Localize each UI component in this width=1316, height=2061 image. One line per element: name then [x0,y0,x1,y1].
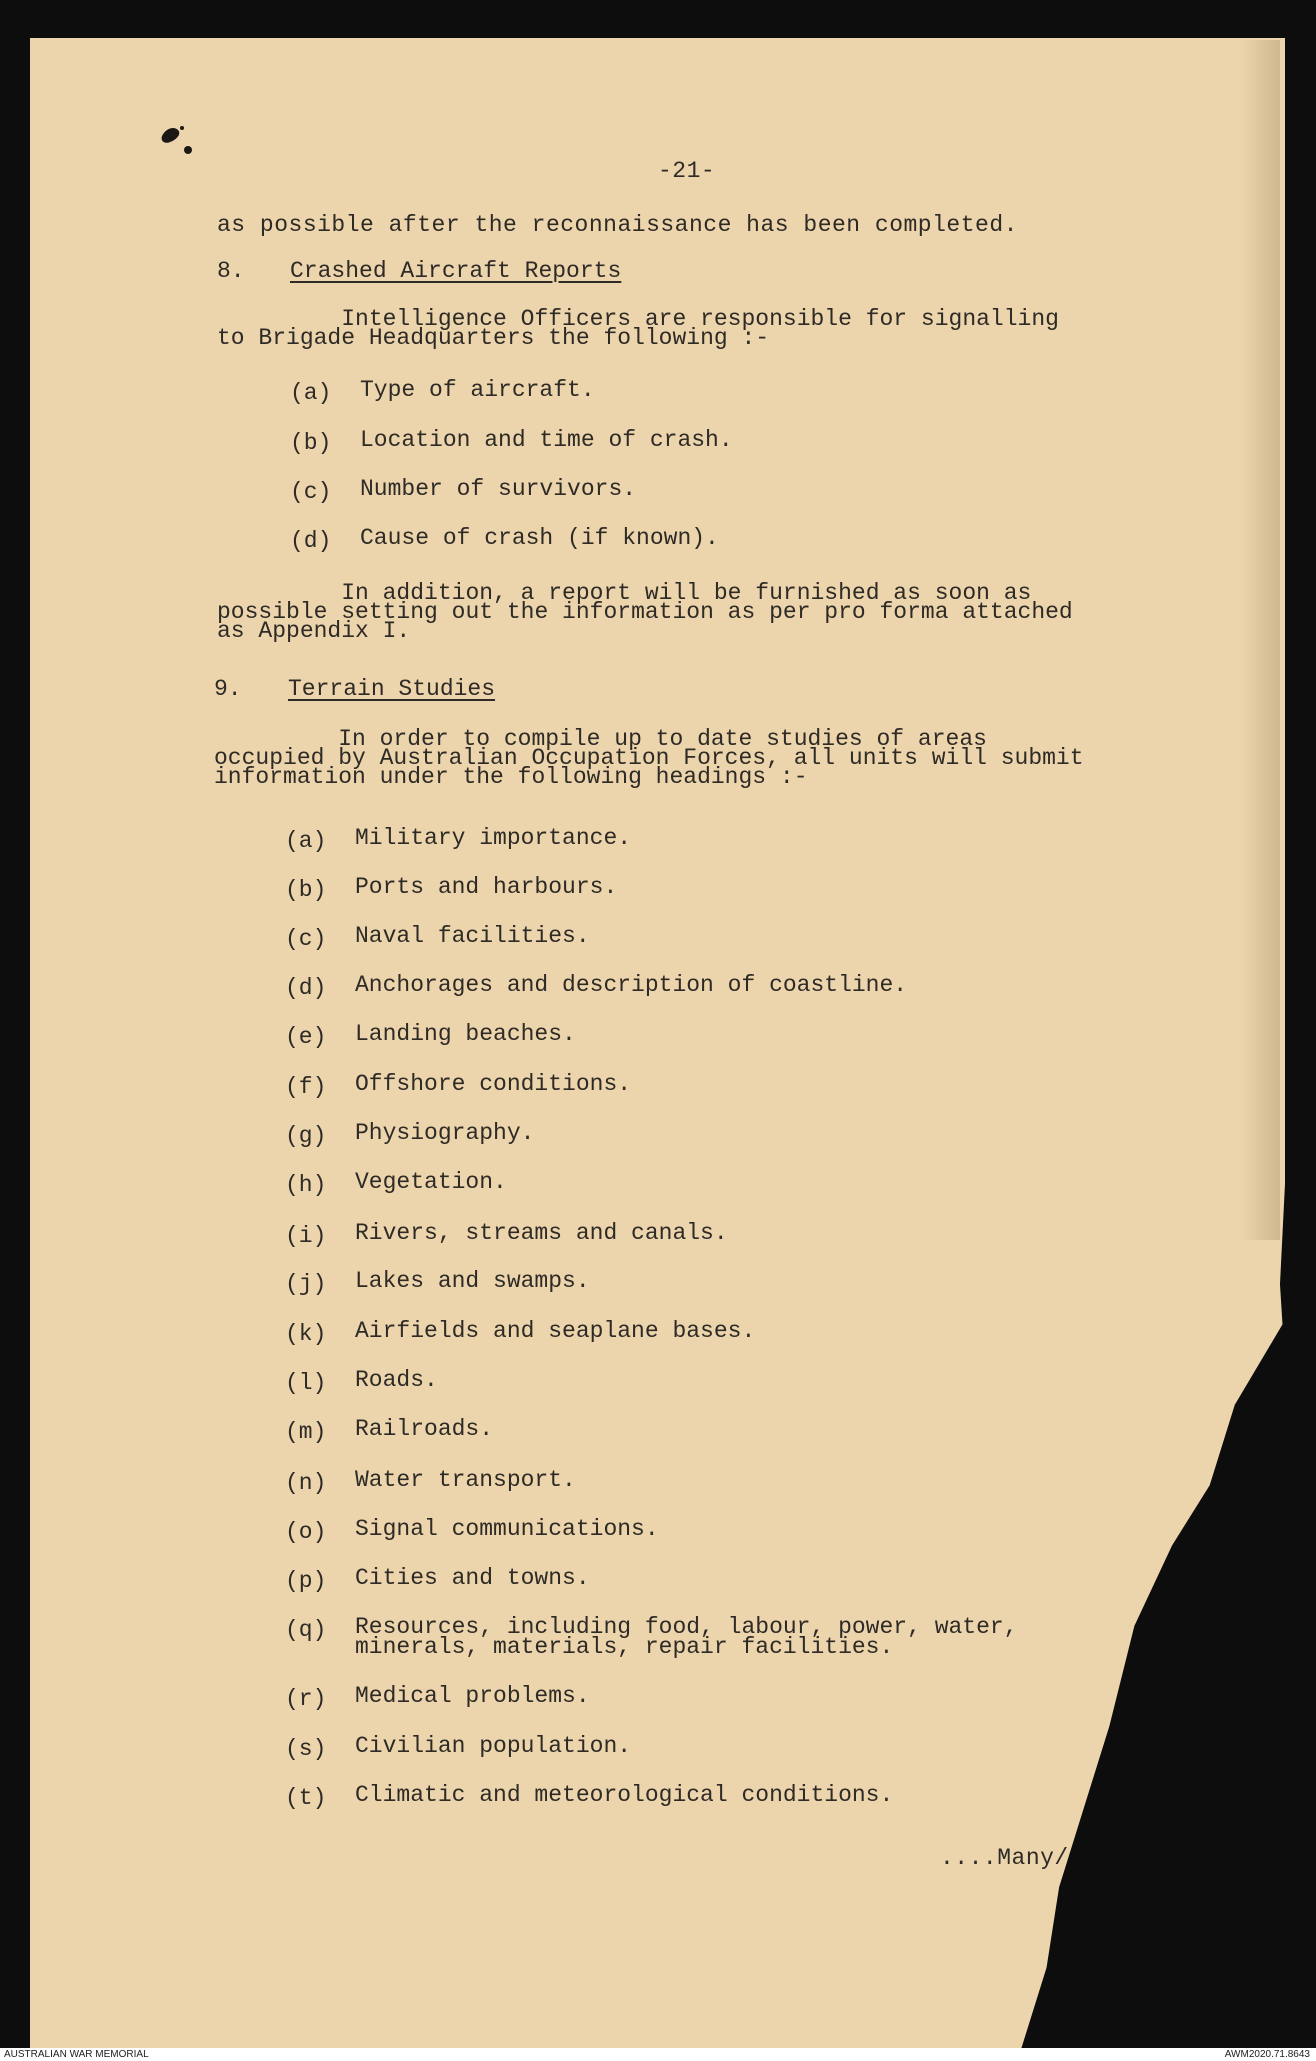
section-9-item-text: Airfields and seaplane bases. [355,1318,756,1344]
section-8-item-label: (b) [290,430,332,456]
section-9-item-label: (c) [285,926,327,952]
section-9-number: 9. [214,676,242,702]
footer-left: AUSTRALIAN WAR MEMORIAL [4,2049,149,2060]
section-9-item-label: (q) [285,1617,327,1643]
section-9-item-text: Naval facilities. [355,923,590,949]
section-9-item-text: Vegetation. [355,1169,507,1195]
section-9-item-label: (k) [285,1321,327,1347]
section-9-item-text: Medical problems. [355,1683,590,1709]
section-9-item-text: Climatic and meteorological conditions. [355,1782,894,1808]
section-9-item-label: (f) [285,1074,327,1100]
section-9-item-label: (p) [285,1568,327,1594]
section-9-item-label: (d) [285,975,327,1001]
section-9-item-text: Offshore conditions. [355,1071,632,1097]
page-number: -21- [658,158,716,184]
section-9-item-label: (b) [285,877,327,903]
section-8-item-text: Location and time of crash. [360,427,733,453]
continuation-catchword: ....Many/ [940,1845,1069,1871]
section-9-item-label: (g) [285,1123,327,1149]
section-9-item-text: Railroads. [355,1416,494,1442]
section-9-item-label: (r) [285,1686,327,1712]
section-9-item-label: (m) [285,1419,327,1445]
section-9-item-label: (e) [285,1024,327,1050]
section-8-item-label: (c) [290,479,332,505]
section-9-item-text: Ports and harbours. [355,874,618,900]
intro-line: as possible after the reconnaissance has been completed. [217,212,1018,238]
section-8-addition-text: In addition, a report will be furnished as soon as possible setting out the information as per pro forma attached as Appendix I. [217,580,1073,644]
section-9-item-text: Physiography. [355,1120,535,1146]
section-9-item-label: (s) [285,1736,327,1762]
section-9-item-label: (j) [285,1271,327,1297]
section-9-item-text: Rivers, streams and canals. [355,1220,728,1246]
section-9-item-text: Anchorages and description of coastline. [355,972,908,998]
section-9-item-label: (a) [285,828,327,854]
section-8-intro [217,306,1059,351]
section-9-intro [214,726,1084,790]
archive-footer [0,2048,1316,2061]
section-9-item-label: (i) [285,1223,327,1249]
footer-right: AWM2020.71.8643 [1224,2049,1310,2060]
section-9-title: Terrain Studies [288,676,496,702]
section-8-item-label: (a) [290,380,332,406]
section-8-item-label: (d) [290,528,332,554]
section-9-item-text: Water transport. [355,1467,576,1493]
section-9-item-text: Roads. [355,1367,438,1393]
section-8-intro-text: Intelligence Officers are responsible for signalling to Brigade Headquarters the following :- [217,306,1059,351]
section-9-item-text: Military importance. [355,825,632,851]
section-9-item-text: Cities and towns. [355,1565,590,1591]
section-9-item-text: Resources, including food, labour, power, water, minerals, materials, repair facilities. [355,1614,1018,1660]
section-9-item-text: Signal communications. [355,1516,659,1542]
section-9-item-label: (t) [285,1785,327,1811]
section-8-item-text: Type of aircraft. [360,377,595,403]
section-9-intro-text: In order to compile up to date studies of areas occupied by Australian Occupation Forces, all units will submit information under the following headings :- [214,726,1084,790]
section-9-item-label: (h) [285,1172,327,1198]
section-8-item-text: Cause of crash (if known). [360,525,719,551]
section-9-item-text: Civilian population. [355,1733,632,1759]
section-9-item-text: Lakes and swamps. [355,1268,590,1294]
section-8-number: 8. [217,258,245,284]
section-8-title: Crashed Aircraft Reports [290,258,622,284]
section-9-item-label: (l) [285,1370,327,1396]
section-8-addition [217,580,1073,644]
section-9-item-label: (o) [285,1519,327,1545]
section-9-item-text: Landing beaches. [355,1021,576,1047]
section-9-item-label: (n) [285,1470,327,1496]
section-8-item-text: Number of survivors. [360,476,637,502]
